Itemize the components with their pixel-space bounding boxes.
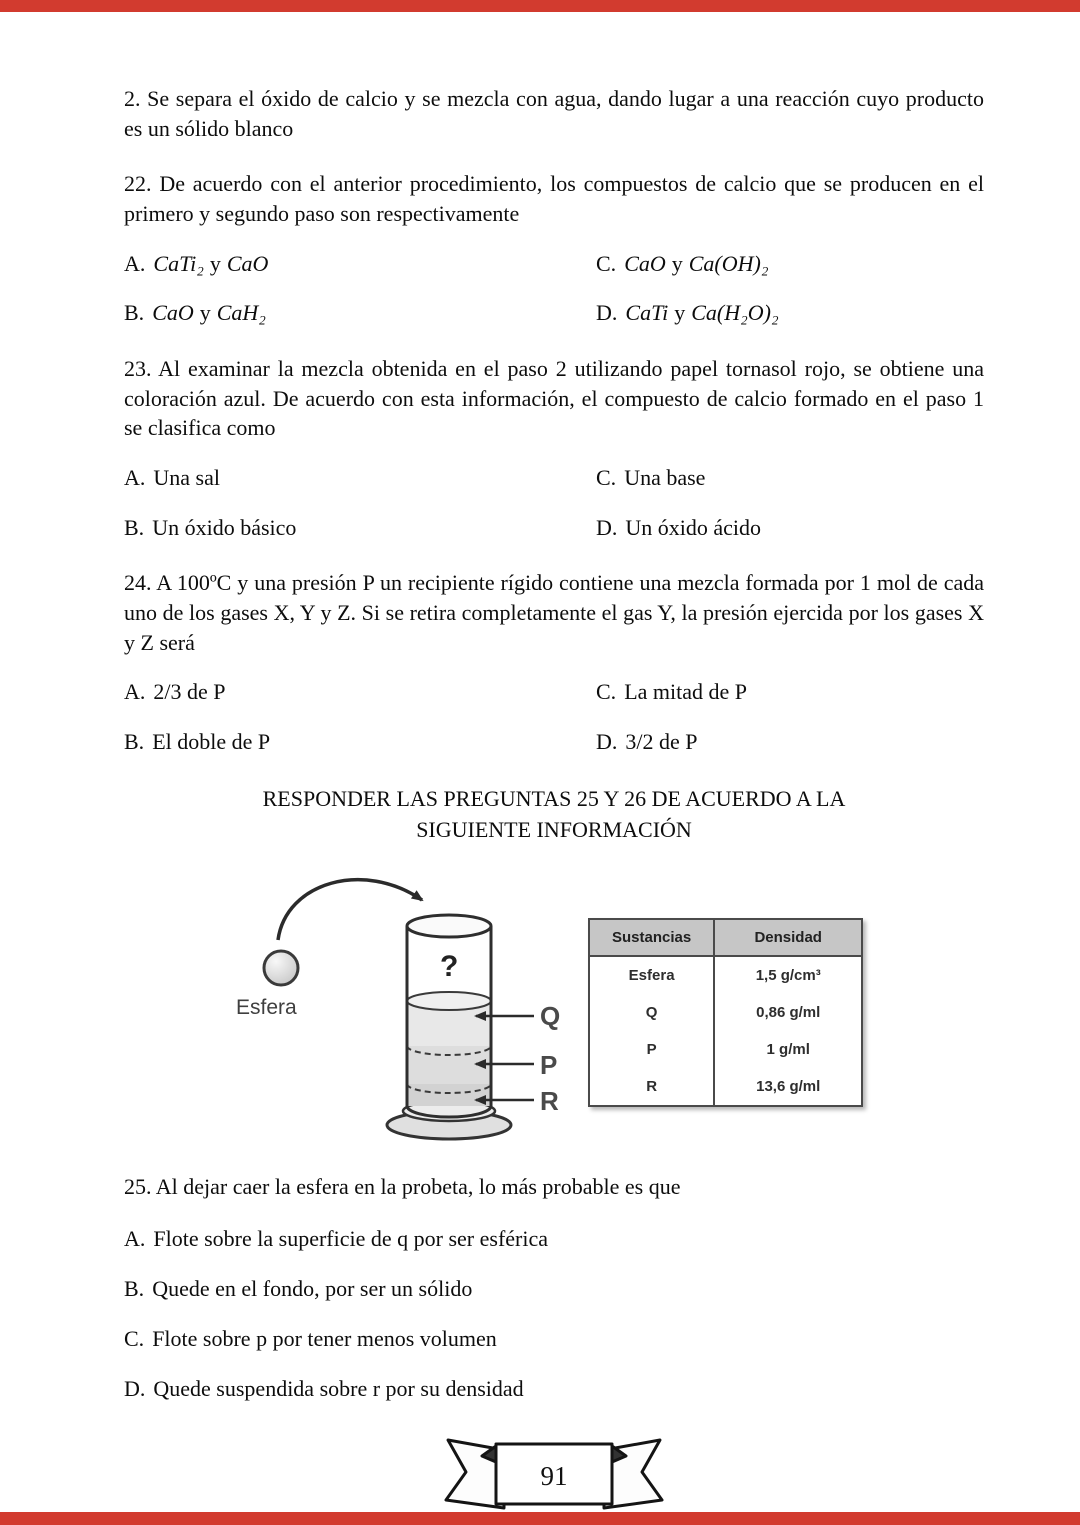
layer-label-r: R [540,1086,559,1117]
density-figure [124,854,984,1146]
chem-formula: Ca(H₂O)₂ [691,300,779,326]
substance-cell: P [589,1031,714,1068]
option-letter: D. [596,514,618,540]
option-letter: A. [124,1225,146,1251]
substance-cell: R [589,1068,714,1106]
density-cell: 1 g/ml [766,1041,810,1059]
chem-formula: CaO [226,250,269,276]
question-22-options [124,250,984,328]
question-24-option-c [596,678,984,707]
option-text: Quede en el fondo, por ser un sólido [152,1275,473,1301]
option-text: La mitad de P [624,679,747,705]
option-text: Flote sobre p por tener menos volumen [152,1325,497,1351]
question-23-option-b [124,514,596,543]
cylinder-question-mark: ? [440,950,459,984]
question-24-options [124,678,984,756]
question-25-option-c [124,1326,984,1352]
question-24-option-a [124,678,596,707]
page-number-ribbon [436,1432,672,1518]
table-row-p [589,1031,862,1068]
option-letter: D. [124,1375,146,1401]
layer-label-q: Q [540,1001,561,1032]
chem-formula: CaTi [625,300,669,326]
table-row-q [589,994,862,1031]
layer-label-p: P [540,1050,558,1081]
question-23-option-a [124,464,596,493]
question-25-option-b [124,1276,984,1302]
question-23-option-c [596,464,984,493]
option-text: Quede suspendida sobre r por su densidad [153,1375,524,1401]
question-24-text: 24. A 100ºC y una presión P un recipiente rígido contiene una mezcla formada por 1 mol de cada uno de los gases X, Y y Z. Si se retira completamente el gas Y, la presión ejercida por los gases X y Z será [124,570,984,655]
option-letter: C. [596,250,617,276]
option-separator: y [209,250,221,276]
substance-cell: Q [589,994,714,1031]
question-23 [124,354,984,542]
page-number: 91 [540,1460,568,1491]
sphere [264,951,298,985]
option-text: Una sal [153,465,220,490]
falling-arrow [278,880,422,940]
intro-paragraph: 2. Se separa el óxido de calcio y se mezcla con agua, dando lugar a una reacción cuyo producto es un sólido blanco [124,86,984,141]
question-25-option-a [124,1226,984,1252]
page-edge-bottom [0,1512,1080,1525]
table-row-esfera [589,956,862,994]
density-cell: 13,6 g/ml [756,1078,821,1096]
option-text: 3/2 de P [625,728,698,754]
question-25-option-d [124,1376,984,1402]
option-text: Un óxido básico [152,514,297,540]
question-22-option-b [124,299,596,328]
question-23-options [124,464,984,542]
liquid-layers [407,992,491,1106]
option-separator: y [671,250,683,276]
section-instruction [124,784,984,846]
table-header-row [589,919,862,956]
density-cell: 0,86 g/ml [756,1004,821,1022]
section-instruction-line2: SIGUIENTE INFORMACIÓN [416,817,692,843]
question-25-options [124,1226,984,1402]
chem-formula: Ca(OH)₂ [688,250,769,276]
option-text: El doble de P [152,728,271,754]
question-22-option-a [124,250,596,279]
option-letter: D. [596,728,618,754]
chem-formula: CaH₂ [216,300,266,326]
question-24-option-d [596,728,984,757]
chem-formula: CaTi₂ [153,250,204,276]
option-letter: A. [124,679,146,705]
page-edge-top [0,0,1080,12]
section-instruction-line1: RESPONDER LAS PREGUNTAS 25 Y 26 DE ACUERDO A LA [262,786,846,812]
option-separator: y [674,300,686,326]
option-letter: A. [124,250,146,276]
option-separator: y [199,300,211,326]
footer [124,1432,984,1518]
density-table-wrap [588,918,863,1107]
question-22-option-d [596,299,984,328]
option-text: Un óxido ácido [625,514,762,540]
table-header-sustancias: Sustancias [589,919,714,956]
liquid-surface [407,992,491,1010]
option-letter: B. [124,300,145,326]
table-header-densidad: Densidad [714,919,862,956]
option-letter: A. [124,465,146,490]
chem-formula: CaO [152,300,194,326]
option-letter: C. [596,465,617,490]
option-letter: B. [124,514,145,540]
option-letter: B. [124,728,145,754]
question-23-text: 23. Al examinar la mezcla obtenida en el paso 2 utilizando papel tornasol rojo, se obtiene una coloración azul. De acuerdo con esta información, el compuesto de calcio formado en el paso 1 se clasifica como [124,355,984,441]
chem-formula: CaO [624,250,666,276]
option-text: Una base [624,465,706,490]
cylinder-illustration [228,854,568,1146]
question-22-text: 22. De acuerdo con el anterior procedimiento, los compuestos de calcio que se producen en el primero y segundo paso son respectivamente [124,171,984,227]
question-23-option-d [596,514,984,543]
substance-cell: Esfera [589,956,714,994]
density-table [588,918,863,1107]
question-25 [124,1172,984,1402]
question-24 [124,568,984,756]
option-letter: B. [124,1275,145,1301]
question-22 [124,169,984,328]
density-cell: 1,5 g/cm³ [755,967,821,985]
question-25-text: 25. Al dejar caer la esfera en la probeta, lo más probable es que [124,1174,681,1200]
table-row-r [589,1068,862,1106]
question-24-option-b [124,728,596,757]
option-letter: C. [124,1325,145,1351]
option-text: 2/3 de P [153,679,226,705]
option-letter: C. [596,679,617,705]
option-letter: D. [596,300,618,326]
option-text: Flote sobre la superficie de q por ser esférica [153,1225,549,1251]
question-22-option-c [596,250,984,279]
sphere-label: Esfera [236,996,297,1020]
